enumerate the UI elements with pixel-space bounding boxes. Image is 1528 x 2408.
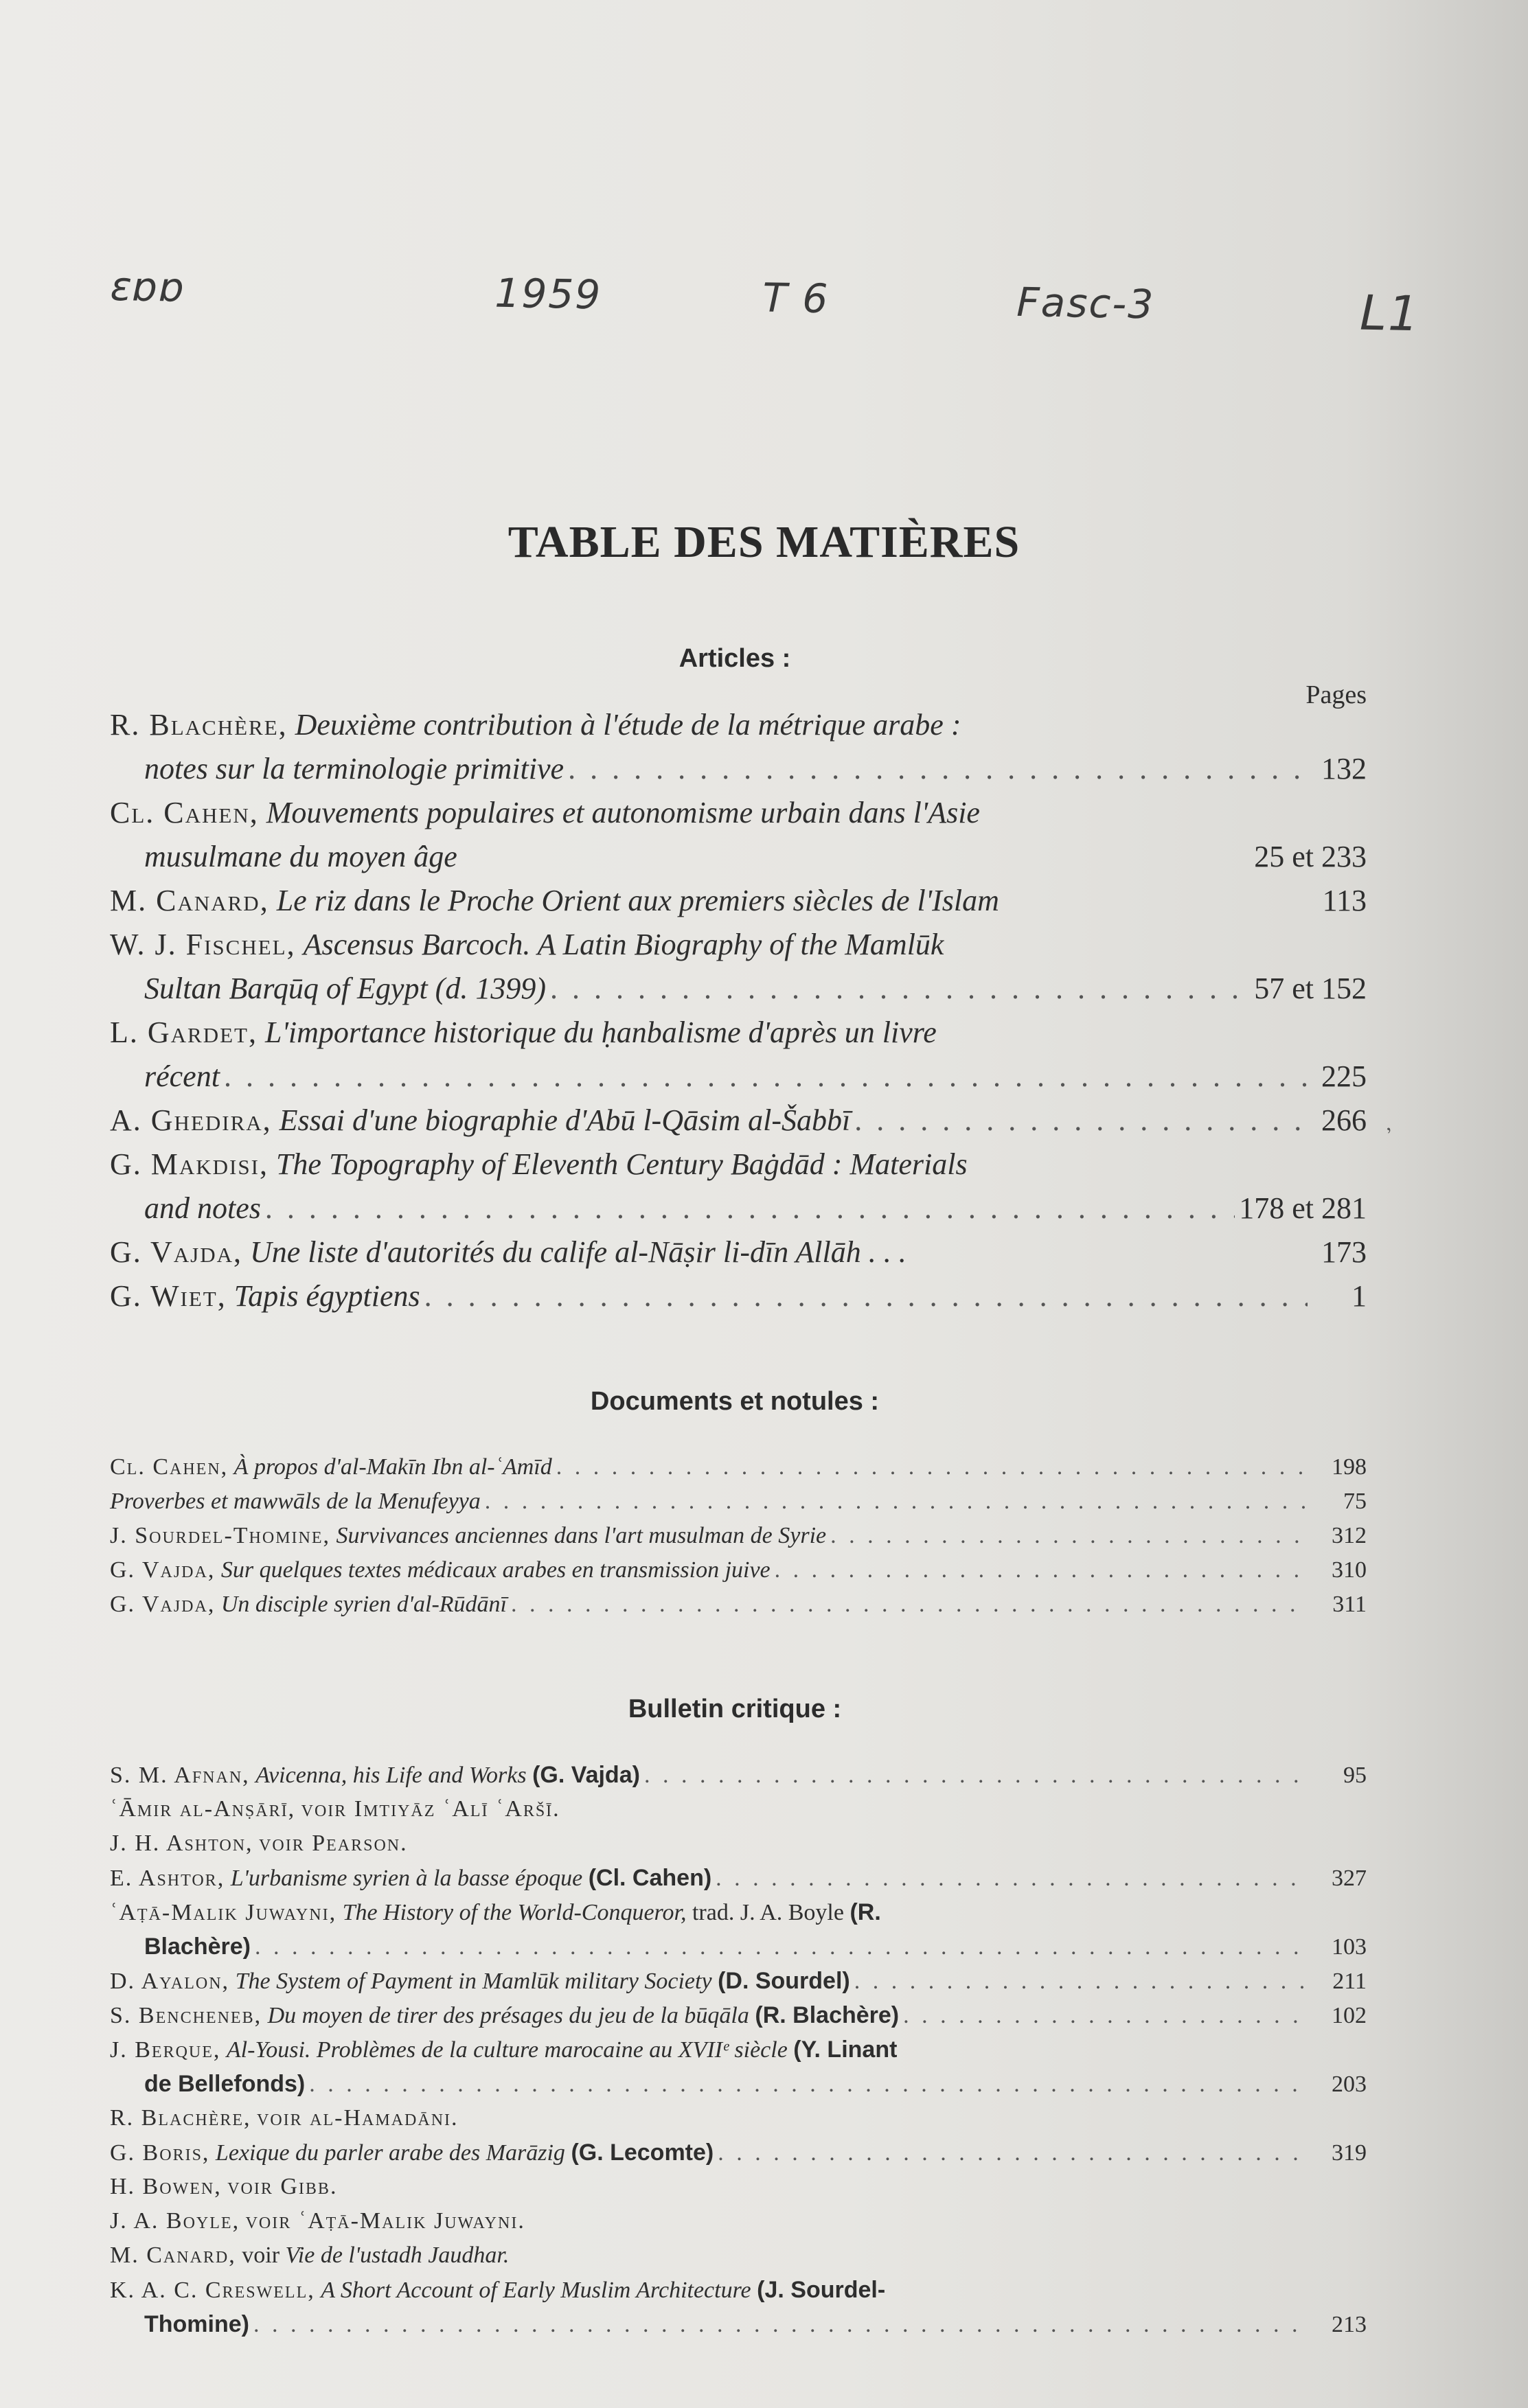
article-entry: W. J. Fischel, Ascensus Barcoch. A Latin Biography of the Mamlūk Sultan Barqūq of Egypt (d. 1399) . . . 57 et 152 [110, 927, 1367, 1015]
article-entry: G. Wiet, Tapis égyptiens . . . 1 [110, 1278, 1367, 1322]
article-entry: M. Canard, Le riz dans le Proche Orient aux premiers siècles de l'Islam 113 [110, 884, 1367, 917]
review-entry: E. Ashtor, L'urbanisme syrien à la basse époque (Cl. Cahen) . . . 327 [110, 1865, 1367, 1899]
document-entry: Proverbes et mawwāls de la Menufeyya . . . 75 [110, 1489, 1367, 1523]
handwritten-fascicle: Fasc-3 [1016, 278, 1155, 328]
document-entry: G. Vajda, Un disciple syrien d'al-Rūdānī . . . 311 [110, 1592, 1367, 1626]
section-heading-documents: Documents et notules : [590, 1387, 880, 1416]
review-entry: D. Ayalon, The System of Payment in Mamlūk military Society (D. Sourdel) . . . 211 [110, 1968, 1367, 2002]
pages-column-label: Pages [1305, 680, 1367, 709]
article-entry: G. Makdisi, The Topography of Eleventh Century Baġdād : Materials and notes . . . 178 et 281 [110, 1147, 1367, 1235]
review-entry: ʿĀmir al-Anṣārī, voir Imtiyāz ʿAlī ʿAršī. [110, 1796, 560, 1822]
review-entry: S. Bencheneb, Du moyen de tirer des présages du jeu de la būqāla (R. Blachère) . . . 102 [110, 2002, 1367, 2037]
document-entry: J. Sourdel-Thomine, Survivances anciennes dans l'art musulman de Syrie . . . 312 [110, 1523, 1367, 1557]
review-entry: H. Bowen, voir Gibb. [110, 2174, 338, 2199]
article-entry: L. Gardet, L'importance historique du ḥanbalisme d'après un livre récent . . . 225 [110, 1015, 1367, 1103]
article-entry: Cl. Cahen, Mouvements populaires et autonomisme urbain dans l'Asie musulmane du moyen âge 25 et 233 [110, 796, 1367, 873]
review-entry: G. Boris, Lexique du parler arabe des Marāzig (G. Lecomte) . . . 319 [110, 2140, 1367, 2174]
handwritten-volume: T 6 [762, 274, 830, 323]
review-entry: M. Canard, voir Vie de l'ustadh Jaudhar. [110, 2243, 510, 2268]
section-heading-bulletin: Bulletin critique : [628, 1695, 842, 1723]
document-entry: Cl. Cahen, À propos d'al-Makīn Ibn al-ʿAmīd . . . 198 [110, 1454, 1367, 1489]
handwritten-code: L1 [1359, 284, 1421, 343]
article-entry: G. Vajda, Une liste d'autorités du calife al-Nāṣir li-dīn Allāh . . . 173 [110, 1235, 1367, 1269]
review-entry: J. H. Ashton, voir Pearson. [110, 1831, 408, 1856]
review-entry: J. A. Boyle, voir ʿAṭā-Malik Juwayni. [110, 2208, 525, 2234]
handwritten-mark-a: ɛɒɒ [110, 262, 187, 311]
margin-mark: ʼ [1383, 1123, 1398, 1147]
article-entry: R. Blachère, Deuxième contribution à l'étude de la métrique arabe : notes sur la terminologie primitive . . . 132 [110, 707, 1367, 795]
document-entry: G. Vajda, Sur quelques textes médicaux arabes en transmission juive . . . 310 [110, 1557, 1367, 1592]
review-entry: R. Blachère, voir al-Hamadāni. [110, 2105, 459, 2131]
review-entry: J. Berque, Al-Yousi. Problèmes de la culture marocaine au XVIIᵉ siècle (Y. Linant de Bellefonds) . . . 203 [110, 2037, 1367, 2105]
review-entry: ʿAṭā-Malik Juwayni, The History of the World-Conqueror, trad. J. A. Boyle (R. Blachère) . . . 103 [110, 1899, 1367, 1968]
handwritten-year: 1959 [494, 269, 602, 319]
review-entry: K. A. C. Creswell, A Short Account of Early Muslim Architecture (J. Sourdel- Thomine) . . . 213 [110, 2277, 1367, 2346]
section-heading-articles: Articles : [679, 644, 791, 673]
review-entry: S. M. Afnan, Avicenna, his Life and Works (G. Vajda) . . . 95 [110, 1762, 1367, 1796]
page-title: TABLE DES MATIÈRES [508, 517, 1020, 567]
article-entry: A. Ghedira, Essai d'une biographie d'Abū l-Qāsim al-Šabbī . . . 266 [110, 1103, 1367, 1147]
